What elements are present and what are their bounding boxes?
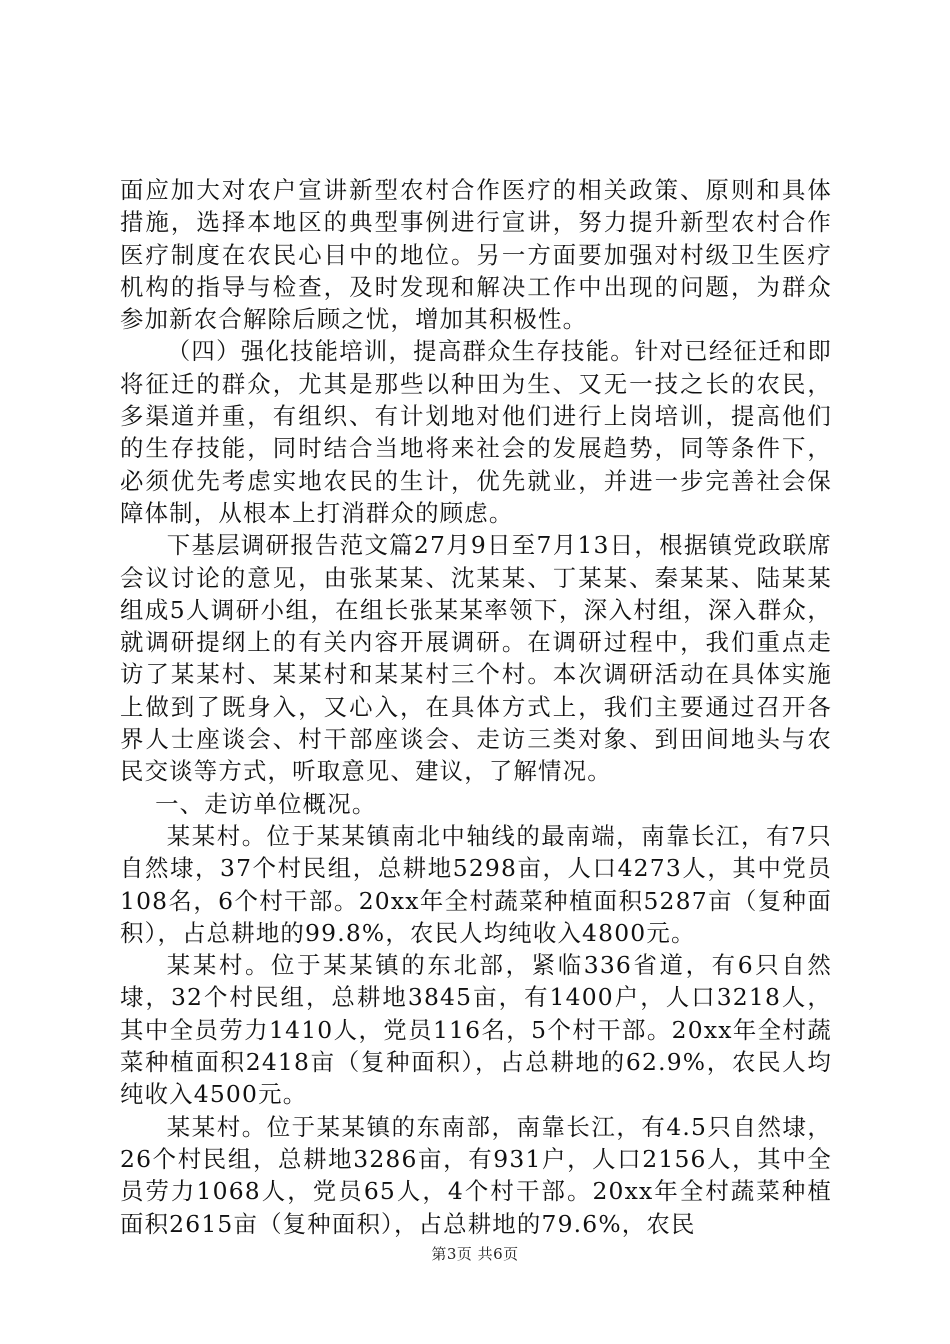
section-heading-overview: 一、走访单位概况。 bbox=[155, 789, 377, 818]
paragraph-village-1: 某某村。位于某某镇南北中轴线的最南端，南靠长江，有7只自然埭，37个村民组，总耕地5298亩，人口4273人，其中党员108名，6个村干部。20xx年全村蔬菜种植面积5287亩（复种面积），占总耕地的99.8%，农民人均纯收入4800元。 bbox=[120, 821, 832, 947]
paragraph-continuation: 面应加大对农户宣讲新型农村合作医疗的相关政策、原则和具体措施，选择本地区的典型事例进行宣讲，努力提升新型农村合作医疗制度在农民心目中的地位。另一方面要加强对村级卫生医疗机构的指导与检查，及时发现和解决工作中出现的问题，为群众参加新农合解除后顾之忧，增加其积极性。 bbox=[120, 176, 832, 334]
page-footer bbox=[0, 1244, 950, 1264]
paragraph-skills-training: （四）强化技能培训，提高群众生存技能。针对已经征迁和即将征迁的群众，尤其是那些以种田为生、又无一技之长的农民，多渠道并重，有组织、有计划地对他们进行上岗培训，提高他们的生存技能，同时结合当地将来社会的发展趋势，同等条件下，必须优先考虑实地农民的生计，优先就业，并进一步完善社会保障体制，从根本上打消群众的顾虑。 bbox=[120, 337, 832, 527]
document-body bbox=[120, 174, 832, 1240]
page-number: 第3页 共6页 bbox=[431, 1245, 519, 1263]
paragraph-village-2: 某某村。位于某某镇的东北部，紧临336省道，有6只自然埭，32个村民组，总耕地3845亩，有1400户，人口3218人，其中全员劳力1410人，党员116名，5个村干部。20xx年全村蔬菜种植面积2418亩（复种面积），占总耕地的62.9%，农民人均纯收入4500元。 bbox=[120, 951, 832, 1109]
paragraph-research-intro: 下基层调研报告范文篇27月9日至7月13日，根据镇党政联席会议讨论的意见，由张某某、沈某某、丁某某、秦某某、陆某某组成5人调研小组，在组长张某某率领下，深入村组，深入群众，就调研提纲上的有关内容开展调研。在调研过程中，我们重点走访了某某村、某某村和某某村三个村。本次调研活动在具体实施上做到了既身入，又心入，在具体方式上，我们主要通过召开各界人士座谈会、村干部座谈会、走访三类对象、到田间地头与农民交谈等方式，听取意见、建议，了解情况。 bbox=[120, 531, 832, 786]
paragraph-village-3: 某某村。位于某某镇的东南部，南靠长江，有4.5只自然埭，26个村民组，总耕地3286亩，有931户，人口2156人，其中全员劳力1068人，党员65人，4个村干部。20xx年全村蔬菜种植面积2615亩（复种面积），占总耕地的79.6%，农民 bbox=[120, 1112, 832, 1238]
